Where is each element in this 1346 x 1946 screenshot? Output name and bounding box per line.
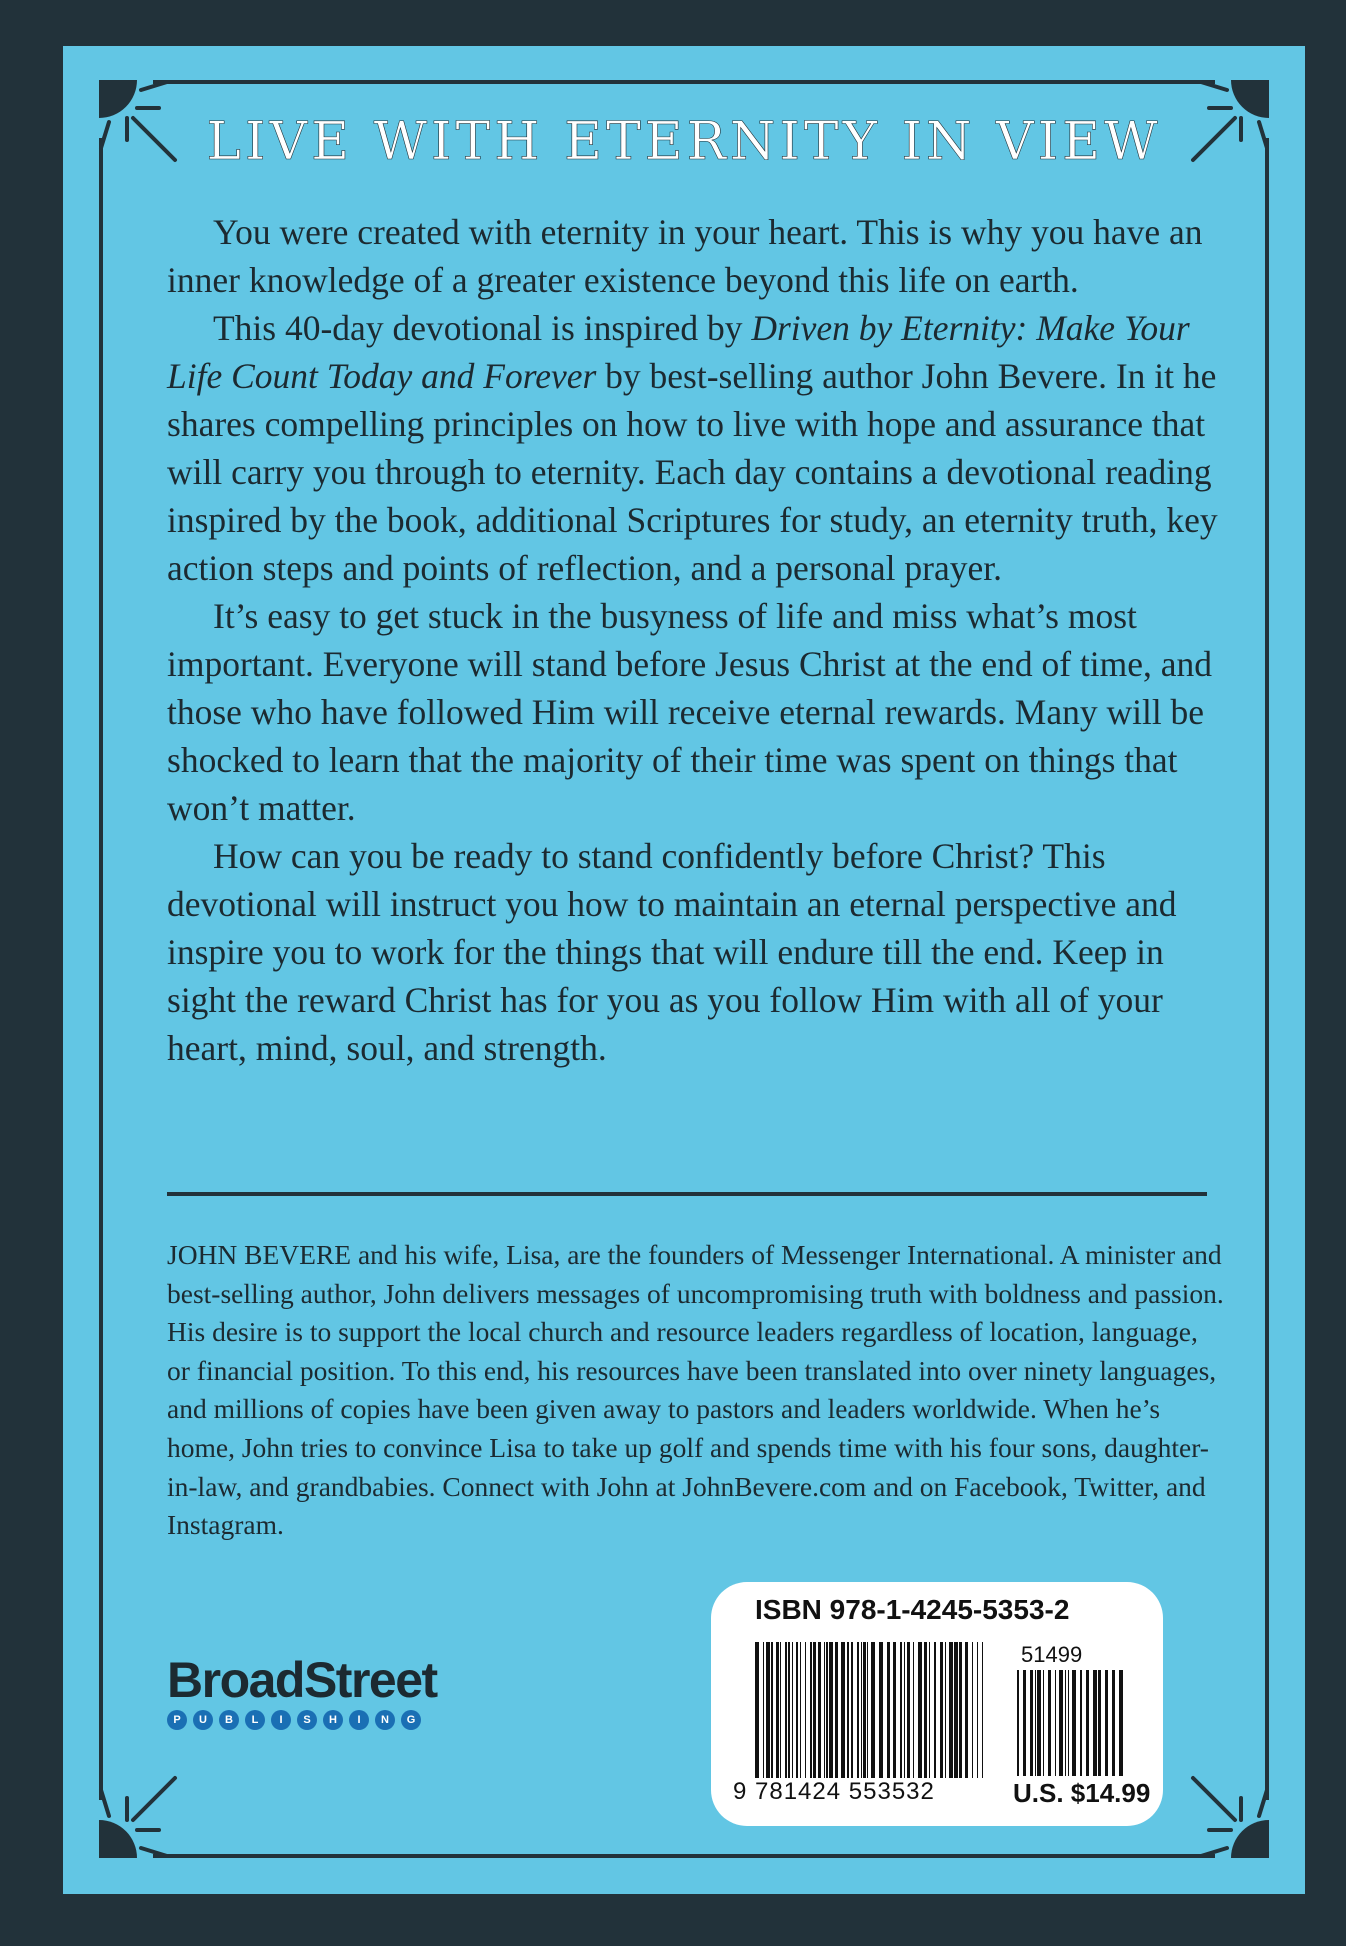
barcode-bar: [934, 1642, 936, 1778]
description-paragraph-2: [167, 304, 1227, 592]
barcode-bar: [887, 1642, 890, 1778]
barcode-bar: [766, 1642, 770, 1778]
barcode-bar: [1017, 1670, 1019, 1776]
frame-right-line: [1265, 138, 1269, 1800]
barcode-bar: [1112, 1670, 1115, 1776]
author-bio: JOHN BEVERE and his wife, Lisa, are the founders of Messenger International. A minister and best-selling author, John delivers messages of uncompromising truth with boldness and passion. His desire is to support the local church and resource leaders regardless of location, language, or financial position. To this end, his resources have been translated into over ninety languages, and millions of copies have been given away to pastors and leaders worldwide. When he’s home, John tries to convince Lisa to take up golf and spends time with his four sons, daughter-in-law, and grandbabies. Connect with John at JohnBevere.com and on Facebook, Twitter, and Instagram.: [167, 1239, 1224, 1541]
barcode-bar: [913, 1642, 914, 1778]
isbn-label: ISBN 978-1-4245-5353-2: [755, 1594, 1070, 1625]
barcode-bar: [871, 1642, 875, 1778]
publisher-tagline-letter: G: [401, 1710, 421, 1730]
barcode-bar: [861, 1642, 862, 1778]
barcode-bar: [805, 1642, 806, 1778]
publisher-tagline-letter: U: [193, 1710, 213, 1730]
barcode-panel: [711, 1582, 1163, 1826]
cover-title: LIVE WITH ETERNITY IN VIEW: [206, 112, 1162, 172]
barcode-bar: [940, 1642, 943, 1778]
barcode-bar: [755, 1642, 759, 1778]
publisher-tagline-letter: H: [323, 1710, 343, 1730]
barcode-bar: [792, 1642, 793, 1778]
barcode-bar: [924, 1642, 927, 1778]
barcode-bar: [851, 1642, 853, 1778]
source-book-title: Driven by Eternity: Make Your Life Count Today and Forever: [167, 308, 1190, 396]
barcode-bar: [1065, 1670, 1066, 1776]
barcode-bar: [949, 1642, 953, 1778]
back-cover: [63, 46, 1305, 1894]
barcode-bar: [1048, 1670, 1051, 1776]
barcode-bar: [918, 1642, 922, 1778]
barcode-bar: [818, 1642, 821, 1778]
barcode-bar: [1030, 1670, 1033, 1776]
description-paragraph-4: How can you be ready to stand confidently before Christ? This devotional will instruct you how to maintain an eternal perspective and inspire you to work for the things that will endure till the end. Keep in sight the reward Christ has for you as you follow Him with all of your heart, mind, soul, and strength.: [167, 836, 1177, 1068]
retail-price: U.S. $14.99: [1013, 1778, 1151, 1808]
barcode-bar: [847, 1642, 849, 1778]
publisher-tagline-letter: N: [375, 1710, 395, 1730]
barcode-bar: [977, 1642, 978, 1778]
publisher-tagline-letter: S: [297, 1710, 317, 1730]
publisher-tagline-letter: I: [271, 1710, 291, 1730]
book-description: [167, 208, 1227, 1072]
barcode-bar: [1068, 1670, 1069, 1776]
barcode-bar: [1080, 1670, 1082, 1776]
barcode-bar: [813, 1642, 816, 1778]
barcode-bar: [763, 1642, 764, 1778]
barcode-bar: [863, 1642, 866, 1778]
corner-ornament-bottom-left-icon: [97, 1770, 187, 1860]
barcode-bar: [780, 1642, 781, 1778]
isbn-barcode-icon: [755, 1642, 995, 1782]
barcode-bar: [904, 1642, 905, 1778]
barcode-bar: [857, 1642, 859, 1778]
frame-bottom-line: [153, 1854, 1215, 1858]
barcode-bar: [929, 1642, 930, 1778]
barcode-bar: [879, 1642, 883, 1778]
barcode-bar: [1093, 1670, 1097, 1776]
barcode-bar: [965, 1642, 968, 1778]
description-paragraph-2-rest: by best-selling author John Bevere. In it he shares compelling principles on how to live with hope and assurance that will carry you through to eternity. Each day contains a devotional reading inspired by the book, additional Scriptures for study, an eternity truth, key action steps and points of reflection, and a personal prayer.: [167, 356, 1218, 588]
barcode-bar: [826, 1642, 828, 1778]
publisher-tagline-letter: P: [167, 1710, 187, 1730]
barcode-bar: [1037, 1670, 1041, 1776]
barcode-bar: [1059, 1670, 1063, 1776]
barcode-bar: [1105, 1670, 1108, 1776]
barcode-bar: [829, 1642, 833, 1778]
barcode-bar: [1119, 1670, 1123, 1776]
publisher-tagline-letter: I: [349, 1710, 369, 1730]
barcode-bar: [788, 1642, 790, 1778]
barcode-bar: [972, 1642, 973, 1778]
barcode-bar: [893, 1642, 896, 1778]
barcode-bar: [1072, 1670, 1076, 1776]
barcode-bar: [835, 1642, 838, 1778]
barcode-bar: [785, 1642, 787, 1778]
barcode-bar: [959, 1642, 962, 1778]
barcode-bar: [900, 1642, 902, 1778]
barcode-bar: [1086, 1670, 1089, 1776]
barcode-bar: [907, 1642, 910, 1778]
corner-ornament-bottom-right-icon: [1181, 1770, 1271, 1860]
publisher-tagline: [167, 1710, 437, 1730]
barcode-bar: [824, 1642, 825, 1778]
description-paragraph-2-intro: This 40-day devotional is inspired by: [213, 308, 752, 348]
barcode-bar: [841, 1642, 845, 1778]
price-barcode-icon: [1017, 1670, 1129, 1780]
publisher-name: BroadStreet: [167, 1652, 437, 1708]
barcode-bar: [810, 1642, 812, 1778]
barcode-bar: [796, 1642, 798, 1778]
barcode-bar: [1023, 1670, 1026, 1776]
barcode-bar: [800, 1642, 801, 1778]
description-paragraph-1: You were created with eternity in your heart. This is why you have an inner knowledge of a greater existence beyond this life on earth.: [167, 212, 1203, 300]
barcode-bar: [945, 1642, 946, 1778]
frame-left-line: [99, 138, 103, 1800]
barcode-bar: [771, 1642, 773, 1778]
barcode-bar: [1055, 1670, 1056, 1776]
barcode-bar: [982, 1642, 983, 1778]
barcode-bar: [776, 1642, 779, 1778]
barcode-bar: [954, 1642, 958, 1778]
publisher-tagline-letter: B: [219, 1710, 239, 1730]
price-code: 51499: [1021, 1642, 1083, 1667]
frame-top-line: [153, 80, 1215, 84]
barcode-bar: [1098, 1670, 1101, 1776]
isbn-digits: 9 781424 553532: [733, 1778, 935, 1805]
section-divider: [167, 1192, 1207, 1196]
barcode-bar: [867, 1642, 868, 1778]
publisher-logo: [167, 1654, 437, 1730]
barcode-bar: [1043, 1670, 1044, 1776]
description-paragraph-3: It’s easy to get stuck in the busyness of life and miss what’s most important. Everyone will stand before Jesus Christ at the end of time, and those who have followed Him will receive eternal rewards. Many will be shocked to learn that the majority of their time was spent on things that won’t matter.: [167, 596, 1213, 828]
barcode-bar: [1035, 1670, 1036, 1776]
publisher-tagline-letter: L: [245, 1710, 265, 1730]
